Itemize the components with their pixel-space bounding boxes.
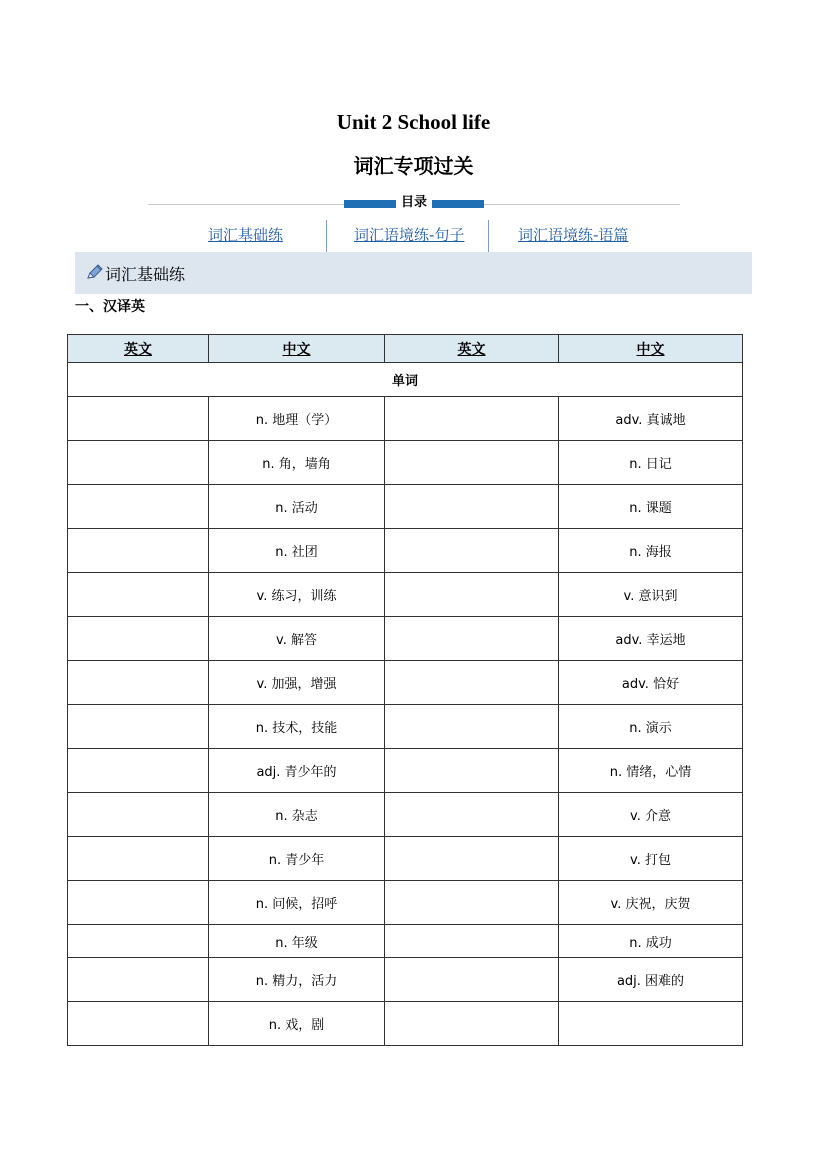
english-answer-cell[interactable] <box>385 793 559 837</box>
english-answer-cell[interactable] <box>68 881 209 925</box>
chinese-meaning-cell: n. 戏，剧 <box>209 1002 385 1046</box>
english-answer-cell[interactable] <box>68 793 209 837</box>
column-header-chinese: 中文 <box>559 335 743 363</box>
chinese-meaning-cell: n. 杂志 <box>209 793 385 837</box>
chinese-meaning-cell: n. 演示 <box>559 705 743 749</box>
chinese-meaning-cell: n. 情绪，心情 <box>559 749 743 793</box>
chinese-meaning-cell: n. 活动 <box>209 485 385 529</box>
chinese-meaning-cell: v. 打包 <box>559 837 743 881</box>
chinese-meaning-cell: adj. 青少年的 <box>209 749 385 793</box>
group-label: 单词 <box>68 363 743 397</box>
chinese-meaning-cell: adv. 幸运地 <box>559 617 743 661</box>
table-row <box>68 958 743 1002</box>
table-row <box>68 837 743 881</box>
table-row <box>68 749 743 793</box>
toc-separator <box>326 220 327 252</box>
chinese-meaning-cell: n. 精力，活力 <box>209 958 385 1002</box>
document-title: Unit 2 School life <box>336 110 491 134</box>
chinese-meaning-cell <box>559 1002 743 1046</box>
table-row <box>68 1002 743 1046</box>
table-row <box>68 441 743 485</box>
chinese-meaning-cell: adv. 恰好 <box>559 661 743 705</box>
chinese-meaning-cell: adj. 困难的 <box>559 958 743 1002</box>
english-answer-cell[interactable] <box>68 958 209 1002</box>
english-answer-cell[interactable] <box>68 617 209 661</box>
toc-separator <box>488 220 489 252</box>
chinese-meaning-cell: v. 加强，增强 <box>209 661 385 705</box>
english-answer-cell[interactable] <box>68 485 209 529</box>
chinese-meaning-cell: v. 练习，训练 <box>209 573 385 617</box>
english-answer-cell[interactable] <box>385 925 559 958</box>
english-answer-cell[interactable] <box>385 617 559 661</box>
english-answer-cell[interactable] <box>68 925 209 958</box>
toc-label: 目录 <box>396 193 432 213</box>
section-title: 词汇基础练 <box>105 265 186 284</box>
english-answer-cell[interactable] <box>385 705 559 749</box>
toc-link-sentence[interactable]: 词汇语境练-句子 <box>354 226 465 244</box>
english-answer-cell[interactable] <box>68 661 209 705</box>
column-header-chinese: 中文 <box>209 335 385 363</box>
toc-links <box>190 220 660 252</box>
table-row <box>68 925 743 958</box>
english-answer-cell[interactable] <box>385 1002 559 1046</box>
chinese-meaning-cell: n. 课题 <box>559 485 743 529</box>
toc-link-basic[interactable]: 词汇基础练 <box>208 226 284 244</box>
english-answer-cell[interactable] <box>385 837 559 881</box>
english-answer-cell[interactable] <box>68 1002 209 1046</box>
english-answer-cell[interactable] <box>68 397 209 441</box>
english-answer-cell[interactable] <box>385 881 559 925</box>
table-row <box>68 793 743 837</box>
chinese-meaning-cell: v. 庆祝，庆贺 <box>559 881 743 925</box>
english-answer-cell[interactable] <box>68 705 209 749</box>
chinese-meaning-cell: n. 社团 <box>209 529 385 573</box>
chinese-meaning-cell: n. 成功 <box>559 925 743 958</box>
chinese-meaning-cell: v. 意识到 <box>559 573 743 617</box>
chinese-meaning-cell: v. 解答 <box>209 617 385 661</box>
english-answer-cell[interactable] <box>68 573 209 617</box>
chinese-meaning-cell: adv. 真诚地 <box>559 397 743 441</box>
group-row <box>68 363 743 397</box>
english-answer-cell[interactable] <box>385 749 559 793</box>
table-row <box>68 485 743 529</box>
pencil-icon <box>85 262 105 282</box>
english-answer-cell[interactable] <box>385 441 559 485</box>
chinese-meaning-cell: n. 技术，技能 <box>209 705 385 749</box>
chinese-meaning-cell: n. 年级 <box>209 925 385 958</box>
toc-bar-right <box>432 200 484 208</box>
chinese-meaning-cell: n. 角，墙角 <box>209 441 385 485</box>
vocabulary-table <box>67 334 743 1046</box>
table-row <box>68 705 743 749</box>
chinese-meaning-cell: v. 介意 <box>559 793 743 837</box>
english-answer-cell[interactable] <box>68 837 209 881</box>
table-row <box>68 573 743 617</box>
english-answer-cell[interactable] <box>385 485 559 529</box>
part-title: 一、汉译英 <box>75 299 145 315</box>
column-header-english: 英文 <box>385 335 559 363</box>
english-answer-cell[interactable] <box>385 529 559 573</box>
english-answer-cell[interactable] <box>68 749 209 793</box>
chinese-meaning-cell: n. 问候，招呼 <box>209 881 385 925</box>
chinese-meaning-cell: n. 地理（学） <box>209 397 385 441</box>
toc-link-passage[interactable]: 词汇语境练-语篇 <box>518 226 629 244</box>
english-answer-cell[interactable] <box>385 573 559 617</box>
table-row <box>68 397 743 441</box>
table-row <box>68 529 743 573</box>
column-header-english: 英文 <box>68 335 209 363</box>
section-header <box>75 252 752 294</box>
table-row <box>68 881 743 925</box>
chinese-meaning-cell: n. 青少年 <box>209 837 385 881</box>
english-answer-cell[interactable] <box>385 397 559 441</box>
table-row <box>68 661 743 705</box>
chinese-meaning-cell: n. 日记 <box>559 441 743 485</box>
english-answer-cell[interactable] <box>385 661 559 705</box>
toc-bar-left <box>344 200 396 208</box>
english-answer-cell[interactable] <box>68 441 209 485</box>
document-subtitle: 词汇专项过关 <box>353 154 474 178</box>
english-answer-cell[interactable] <box>68 529 209 573</box>
table-header-row <box>68 335 743 363</box>
chinese-meaning-cell: n. 海报 <box>559 529 743 573</box>
english-answer-cell[interactable] <box>385 958 559 1002</box>
table-row <box>68 617 743 661</box>
